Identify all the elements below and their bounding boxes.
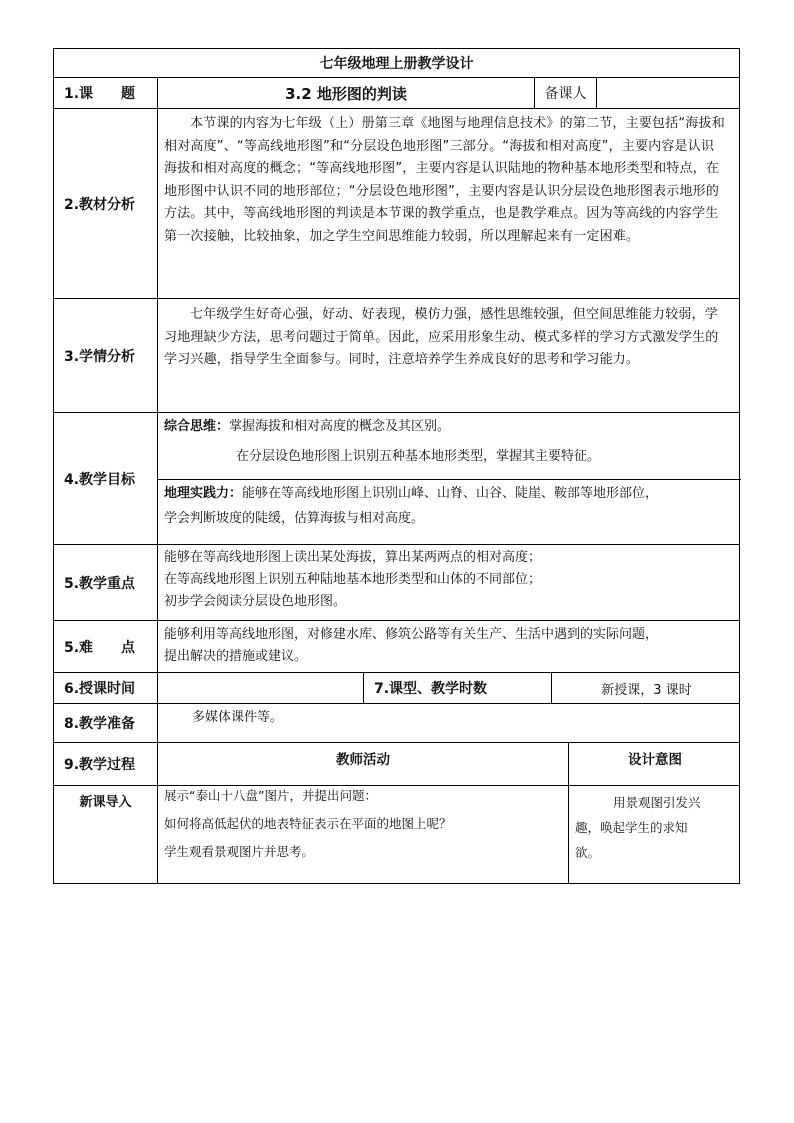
lesson-type-value: 新授课，3 课时 [601,682,692,698]
process-label: 9.教学过程 [64,757,136,773]
teacher-activity-header-cell [157,743,568,785]
preparation-row [53,704,740,743]
goal-practice-title: 地理实践力： [164,486,243,501]
process-header-row [53,743,740,786]
key-point-line: 在等高线地形图上识别五种陆地基本地形类型和山体的不同部位； [164,572,542,587]
intro-intent-line: 用景观图引发兴 [613,795,701,810]
key-points-label: 5.教学重点 [64,575,136,592]
goal-thinking-title: 综合思维： [164,419,230,434]
intro-line: 学生观看景观图片并思考。 [164,844,315,859]
preparer-label-cell [534,78,596,108]
intro-label-cell [54,786,157,883]
difficulty-label: 5.难 点 [64,639,136,656]
design-intent-header: 设计意图 [628,752,682,768]
intro-intent-line: 欲。 [575,845,601,860]
textbook-analysis-text: 本节课的内容为七年级（上）册第三章《地图与地理信息技术》的第二节，主要包括“海拔和相对高度”、“等高线地形图”和“分层设色地形图”三部分。“海拔和相对高度”，主要内容是认识海拔和相对高度的概念；“等高线地形图”，主要内容是认识陆地的物种基本地形类型和特点，在地形图中认识不同的地形部位；“分层设色地形图”，主要内容是认识分层设色地形图表示地形的方法。其中，等高线地形图的判读是本节课的教学重点，也是教学难点。因为等高线的内容学生第一次接触，比较抽象，加之学生空间思维能力较弱，所以理解起来有一定困难。 [157,109,741,298]
teacher-activity-header: 教师活动 [336,752,390,768]
topic-value: 3.2 地形图的判读 [285,84,407,103]
page-title: 七年级地理上册教学设计 [319,56,474,72]
textbook-analysis-label: 2.教材分析 [64,196,136,213]
difficulty-line: 提出解决的措施或建议。 [164,649,308,664]
key-point-line: 能够在等高线地形图上读出某处海拔，算出某两两点的相对高度； [164,550,542,565]
intro-label: 新课导入 [79,795,132,810]
teaching-goals-label: 4.教学目标 [64,471,136,488]
difficulty-cell [157,621,741,672]
key-points-row [53,545,740,621]
preparer-value [596,78,741,108]
goal-thinking-line2: 在分层设色地形图上识别五种基本地形类型，掌握其主要特征。 [236,449,601,464]
difficulty-line: 能够利用等高线地形图，对修建水库、修筑公路等有关生产、生活中遇到的实际问题， [164,627,659,642]
schedule-row [53,673,740,704]
schedule-time-value [157,673,363,703]
preparation-cell [157,704,741,742]
goal-practice-text: 能够在等高线地形图上识别山峰、山脊、山谷、陡崖、鞍部等地形部位， [242,486,659,501]
design-intent-header-cell [568,743,741,785]
topic-row [53,78,740,109]
teaching-goals-row [53,413,740,545]
preparation-text: 多媒体课件等。 [192,710,284,725]
goal-practice [158,479,741,544]
schedule-time-label: 6.授课时间 [64,681,136,697]
topic-cell [157,78,534,108]
topic-label: 1.课 题 [64,86,136,102]
lesson-type-label: 7.课型、教学时数 [363,673,551,703]
student-analysis-label: 3.学情分析 [64,348,136,365]
preparer-label: 备课人 [544,86,587,102]
preparation-label: 8.教学准备 [64,716,136,732]
lesson-type-cell [551,673,741,703]
intro-teacher-cell [157,786,568,883]
key-point-line: 初步学会阅读分层设色地形图。 [164,594,347,609]
title-row [53,48,740,78]
student-analysis-row [53,299,740,413]
intro-line: 如何将高低起伏的地表特征表示在平面的地图上呢？ [164,816,452,831]
goal-thinking-text: 掌握海拔和相对高度的概念及其区别。 [229,419,451,434]
intro-line: 展示“泰山十八盘”图片，并提出问题： [164,788,377,803]
key-points-cell [157,545,741,620]
goal-practice-line2: 学会判断坡度的陡缓，估算海拔与相对高度。 [164,511,425,526]
intro-row [53,786,740,884]
student-analysis-text: 七年级学生好奇心强，好动、好表现，模仿力强，感性思维较强，但空间思维能力较弱，学习地理缺少方法，思考问题过于简单。因此，应采用形象生动、模式多样的学习方式激发学生的学习兴趣，指导学生全面参与。同时，注意培养学生养成良好的思考和学习能力。 [157,299,741,412]
goal-thinking [158,413,741,480]
intro-intent-line: 趣，唤起学生的求知 [575,820,688,835]
teaching-goals-cell [157,413,741,544]
textbook-analysis-row [53,109,740,299]
difficulty-row [53,621,740,673]
intro-intent-cell [568,786,741,883]
